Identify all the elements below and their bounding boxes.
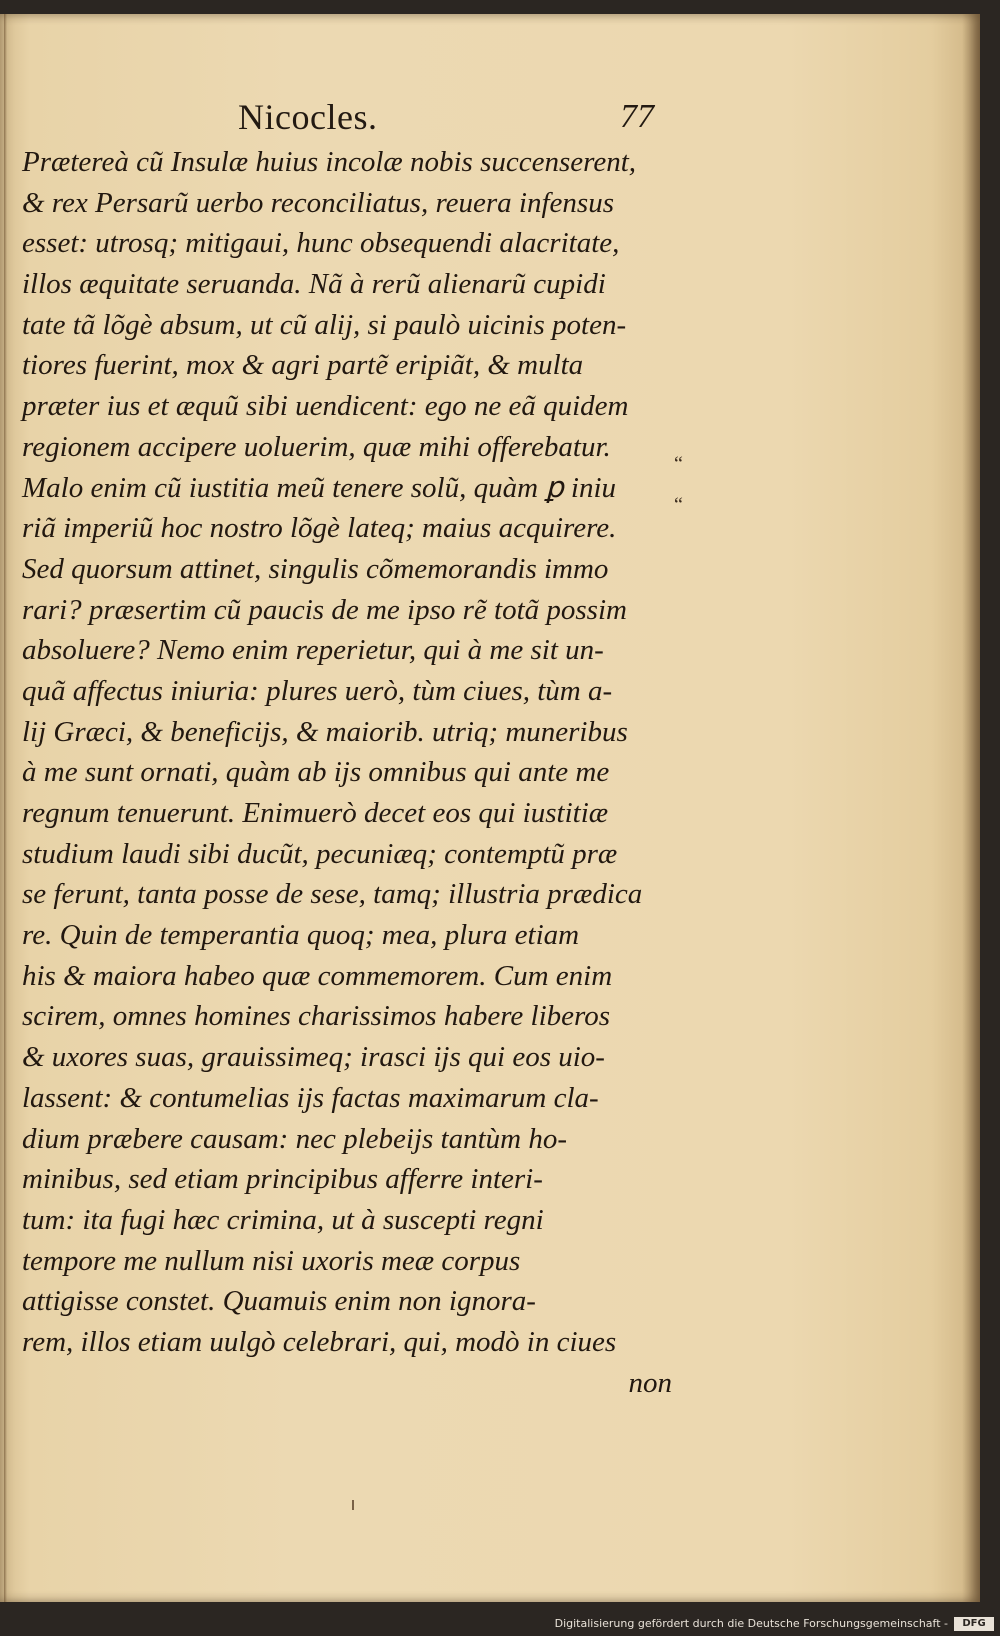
running-head-title: Nicocles. xyxy=(238,97,378,137)
text-line: se ferunt, tanta posse de sese, tamq; illustria prædica xyxy=(22,878,643,911)
text-line: & rex Persarũ uerbo reconciliatus, reuera infensus xyxy=(22,186,614,219)
text-line: re. Quin de temperantia quoq; mea, plura etiam xyxy=(22,919,580,952)
text-line: scirem, omnes homines charissimos habere liberos xyxy=(22,1000,611,1033)
text-line: studium laudi sibi ducũt, pecuniæq; contemptũ præ xyxy=(22,837,618,870)
text-line: regnum tenuerunt. Enimuerò decet eos qui iustitiæ xyxy=(22,797,609,829)
running-head xyxy=(20,96,670,146)
paper-speck xyxy=(352,1500,354,1510)
text-line: rem, illos etiam uulgò celebrari, qui, modò in ciues xyxy=(22,1325,617,1358)
dfg-logo: DFG xyxy=(954,1617,994,1631)
text-line: tum: ita fugi hæc crimina, ut à suscepti regni xyxy=(22,1203,544,1236)
quotation-mark: “ xyxy=(674,493,683,516)
text-line: tempore me nullum nisi uxoris meæ corpus xyxy=(22,1244,521,1277)
text-line: dium præbere causam: nec plebeijs tantùm ho- xyxy=(22,1122,567,1155)
text-line: Malo enim cũ iustitia meũ tenere solũ, quàm ꝑ iniu xyxy=(22,471,617,504)
text-line: Sed quorsum attinet, singulis cõmemorandis immo xyxy=(22,552,609,585)
text-line: illos æquitate seruanda. Nã à rerũ alienarũ cupidi xyxy=(22,268,606,301)
text-line: rari? præsertim cũ paucis de me ipso rẽ totã possim xyxy=(22,593,627,626)
text-line: esset: utrosq; mitigaui, hunc obsequendi alacritate, xyxy=(22,227,620,260)
text-line: lij Græci, & beneficijs, & maiorib. utriq; muneribus xyxy=(22,715,628,748)
text-line: riã imperiũ hoc nostro lõgè lateq; maius acquirere. xyxy=(22,512,617,545)
page-edge-shadow xyxy=(962,14,980,1602)
text-line: lassent: & contumelias ijs factas maximarum cla- xyxy=(22,1081,599,1114)
text-line: præter ius et æquũ sibi uendicent: ego ne eã quidem xyxy=(22,390,629,423)
text-line: Prætereà cũ Insulæ huius incolæ nobis succenserent, xyxy=(22,146,637,178)
text-line: & uxores suas, grauissimeq; irasci ijs qui eos uio- xyxy=(22,1041,605,1074)
text-line: his & maiora habeo quæ commemorem. Cum enim xyxy=(22,959,613,992)
book-page xyxy=(0,14,980,1602)
body-text xyxy=(22,142,682,1403)
text-line: tiores fuerint, mox & agri partẽ eripiãt, & multa xyxy=(22,349,584,382)
text-line: minibus, sed etiam principibus afferre interi- xyxy=(22,1163,543,1196)
page-number: 77 xyxy=(620,98,654,135)
text-line: regionem accipere uoluerim, quæ mihi offerebatur. xyxy=(22,430,611,463)
digitization-credit: Digitalisierung gefördert durch die Deutsche Forschungsgemeinschaft - xyxy=(554,1617,948,1630)
catchword: non xyxy=(628,1366,672,1399)
marginal-quotation-marks xyxy=(674,444,704,525)
gutter-shadow xyxy=(4,14,7,1602)
text-line: attigisse constet. Quamuis enim non ignora- xyxy=(22,1285,536,1318)
text-line: à me sunt ornati, quàm ab ijs omnibus qui ante me xyxy=(22,756,610,789)
text-line: tate tã lõgè absum, ut cũ alij, si paulò uicinis poten- xyxy=(22,308,627,341)
quotation-mark: “ xyxy=(674,453,683,475)
text-line: quã affectus iniuria: plures uerò, tùm ciues, tùm a- xyxy=(22,674,613,707)
text-line: absoluere? Nemo enim reperietur, qui à me sit un- xyxy=(22,634,604,667)
